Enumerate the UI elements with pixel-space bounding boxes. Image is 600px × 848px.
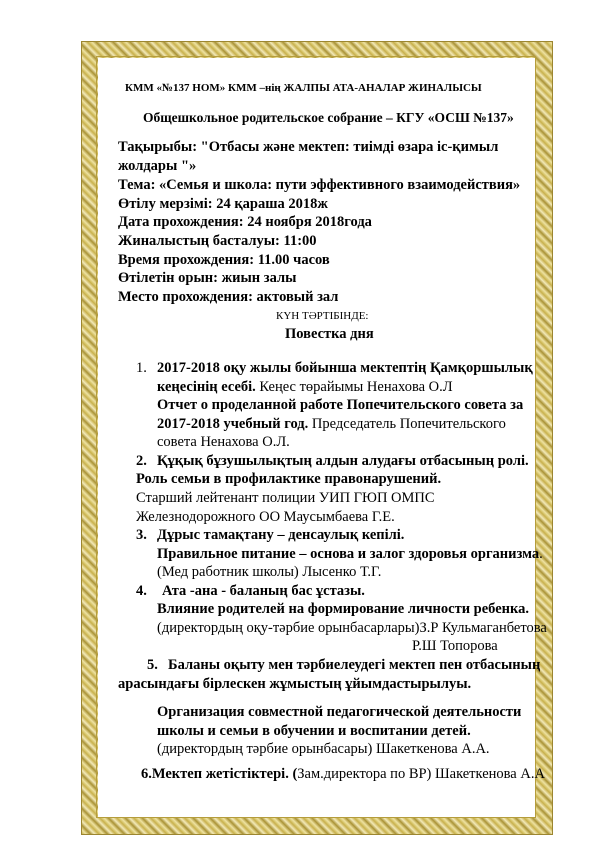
- item4-ru: Влияние родителей на формирование личности ребенка.: [157, 601, 530, 617]
- item6-paren: (: [288, 766, 298, 782]
- item3-speaker: (Мед работник школы) Лысенко Т.Г.: [157, 564, 382, 580]
- item1-kz-speaker: Кеңес төрайымы Ненахова О.Л: [255, 379, 453, 395]
- item3-ru: [157, 546, 543, 563]
- item4-speaker-line2: Р.Ш Топорова: [412, 638, 498, 654]
- agenda-title-kz: КҮН ТӘРТІБІНДЕ:: [276, 310, 369, 322]
- item4-kz: Ата -ана - баланың бас ұстазы.: [162, 583, 365, 599]
- header-line-ru: Общешкольное родительское собрание – КГУ «ОСШ №137»: [143, 110, 514, 125]
- place-ru: Место прохождения: актовый зал: [118, 289, 339, 305]
- item3-ru-title: Правильное питание – основа и залог здоровья организма: [157, 546, 540, 562]
- item3-ru-dot: .: [539, 546, 543, 562]
- item5-ru-line1: Организация совместной педагогической деятельности: [157, 704, 522, 720]
- item2-kz: Құқық бұзушылықтың алдын алудағы отбасының ролі.: [157, 453, 529, 469]
- topic-kz-line1: Тақырыбы: "Отбасы және мектеп: тиімді өзара іс-қимыл: [118, 139, 499, 155]
- item2-speaker-line1: Старший лейтенант полиции УИП ГЮП ОМПС: [136, 490, 435, 506]
- item1-ru-speaker-line2: совета Ненахова О.Л.: [157, 434, 290, 450]
- item5-speaker: (директордың тәрбие орынбасары) Шакеткенова А.А.: [157, 741, 490, 757]
- item1-kz-line1: 2017-2018 оқу жылы бойынша мектептің Қамқоршылық: [157, 360, 533, 376]
- time-ru: Время прохождения: 11.00 часов: [118, 252, 330, 268]
- topic-ru: Тема: «Семья и школа: пути эффективного взаимодействия»: [118, 177, 521, 193]
- item1-number: 1.: [136, 360, 147, 376]
- item2-number: 2.: [136, 453, 147, 469]
- item6-title: 6.Мектеп жетістіктері.: [141, 766, 289, 782]
- item4-speaker-line1: (директордың оқу-тәрбие орынбасарлары)З.Р Кульмаганбетова: [157, 620, 547, 636]
- item6-speaker: Зам.директора по ВР) Шакеткенова А.А: [297, 766, 545, 782]
- item1-ru-speaker: Председатель Попечительского: [308, 416, 506, 432]
- item5-kz-line2: арасындағы бірлескен жұмыстың ұйымдастырылуы.: [118, 676, 472, 692]
- date-ru: Дата прохождения: 24 ноября 2018года: [118, 214, 372, 230]
- item5-number: 5.: [147, 657, 158, 673]
- item1-ru-title-end: 2017-2018 учебный год.: [157, 416, 309, 432]
- item3-kz: Дұрыс тамақтану – денсаулық кепілі.: [157, 527, 405, 543]
- date-kz: Өтілу мерзімі: 24 қараша 2018ж: [118, 196, 328, 212]
- item5-kz-line1: Баланы оқыту мен тәрбиелеудегі мектеп пен отбасының: [168, 657, 541, 673]
- item5-ru-line2: школы и семьи в обучении и воспитании детей.: [157, 723, 471, 739]
- header-line-kz: КММ «№137 НОМ» КММ –нің ЖАЛПЫ АТА-АНАЛАР ЖИНАЛЫСЫ: [125, 82, 482, 94]
- place-kz: Өтілетін орын: жиын залы: [118, 270, 297, 286]
- item2-ru: Роль семьи в профилактике правонарушений.: [136, 471, 442, 487]
- item4-number: 4.: [136, 583, 147, 599]
- item1-ru-line2: [157, 416, 506, 433]
- item1-kz-line2: [157, 379, 453, 396]
- agenda-title-ru: Повестка дня: [285, 326, 374, 342]
- start-kz: Жиналыстың басталуы: 11:00: [118, 233, 317, 249]
- topic-kz-line2: жолдары "»: [118, 158, 197, 174]
- item2-speaker-line2: Железнодорожного ОО Маусымбаева Г.Е.: [136, 509, 395, 525]
- item1-ru-line1: Отчет о проделанной работе Попечительского совета за: [157, 397, 524, 413]
- item6-line: [141, 766, 545, 783]
- item1-kz-title-end: кеңесінің есебі.: [157, 379, 256, 395]
- item3-number: 3.: [136, 527, 147, 543]
